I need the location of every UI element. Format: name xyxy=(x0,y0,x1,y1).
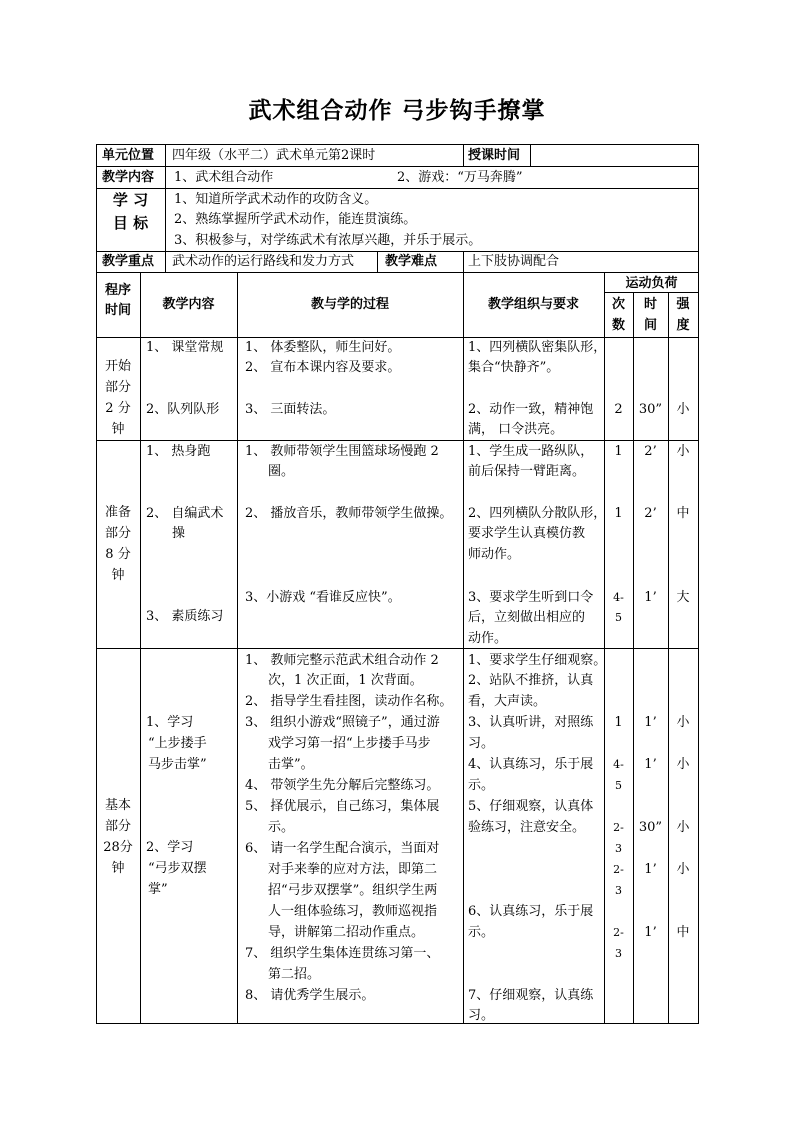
org-line: 习。 xyxy=(468,1008,495,1023)
content-item: 1、学习 xyxy=(146,715,194,730)
org-line: 1、学生成一路纵队， xyxy=(468,444,594,459)
process-item: 6、 请一名学生配合演示，当面对 xyxy=(245,841,440,856)
process-item: 戏学习第一招“上步搂手马步 xyxy=(268,736,431,751)
process-item: 1、 教师带领学生围篮球场慢跑 2 xyxy=(245,444,439,459)
org-line: 2、动作一致，精神饱 xyxy=(468,402,594,417)
process-item: 2、 播放音乐，教师带领学生做操。 xyxy=(245,506,453,521)
col-header-stage: 程序 xyxy=(104,283,131,298)
stage-basic: 28分 xyxy=(103,840,133,855)
process-item: 2、 宣布本课内容及要求。 xyxy=(245,360,401,375)
load-time: 1’ xyxy=(644,862,657,877)
content-item: 掌” xyxy=(148,882,168,897)
stage-start: 开始 xyxy=(104,359,131,374)
col-divider xyxy=(377,251,378,272)
org-line: 2、四列横队分散队形， xyxy=(468,506,607,521)
org-line: 1、要求学生仔细观察。 xyxy=(468,653,607,668)
load-count: 2- xyxy=(613,926,624,939)
process-item: 7、 组织学生集体连贯练习第一、 xyxy=(245,946,440,961)
col-header-load: 运动负荷 xyxy=(625,276,678,291)
org-line: 要求学生认真模仿教 xyxy=(468,526,586,541)
org-line: 1、四列横队密集队形， xyxy=(468,340,607,355)
content-item: 2、队列队形 xyxy=(146,402,220,417)
col-divider xyxy=(604,272,605,1024)
objectives-label: 目 标 xyxy=(112,214,149,232)
load-count: 1 xyxy=(614,506,623,521)
teaching-content-item: 2、游戏：“万马奔腾” xyxy=(397,170,523,185)
load-count: 2 xyxy=(614,402,623,417)
load-count: 5 xyxy=(615,611,622,624)
col-header-time: 间 xyxy=(643,318,657,333)
load-intensity: 中 xyxy=(676,506,690,521)
org-line: 5、仔细观察，认真体 xyxy=(468,799,594,814)
teaching-content-item: 1、武术组合动作 xyxy=(174,170,274,185)
load-time: 1’ xyxy=(644,715,657,730)
content-item: 2、 自编武术 xyxy=(146,506,224,521)
stage-basic: 钟 xyxy=(111,861,125,876)
load-count: 3 xyxy=(615,947,622,960)
col-header-organization: 教学组织与要求 xyxy=(487,297,579,312)
org-line: 验练习，注意安全。 xyxy=(468,820,586,835)
col-divider xyxy=(237,272,238,1024)
load-intensity: 中 xyxy=(676,925,690,940)
process-item: 圈。 xyxy=(268,464,295,479)
load-count: 1 xyxy=(614,444,623,459)
load-intensity: 小 xyxy=(676,757,690,772)
load-count: 4- xyxy=(613,591,624,604)
load-intensity: 小 xyxy=(676,862,690,877)
stage-start: 2 分 xyxy=(105,401,131,416)
content-item: 3、 素质练习 xyxy=(146,609,224,624)
difficulty-label: 教学难点 xyxy=(385,254,438,269)
process-item: 导，讲解第二招动作重点。 xyxy=(268,925,425,940)
load-count: 1 xyxy=(614,715,623,730)
key-point-value: 武术动作的运行路线和发力方式 xyxy=(172,254,355,269)
load-count: 3 xyxy=(615,842,622,855)
col-header-process: 教与学的过程 xyxy=(310,297,389,312)
col-divider xyxy=(463,251,464,272)
col-header-stage: 时间 xyxy=(104,303,131,318)
col-header-count: 次 xyxy=(611,297,625,312)
org-line: 前后保持一臂距离。 xyxy=(468,464,586,479)
key-point-label: 教学重点 xyxy=(102,254,155,269)
load-count: 3 xyxy=(615,884,622,897)
stage-prep: 8 分 xyxy=(105,547,131,562)
col-divider xyxy=(530,144,531,166)
process-item: 次，1 次正面，1 次背面。 xyxy=(268,673,423,688)
objective-item: 3、积极参与，对学练武术有浓厚兴趣，并乐于展示。 xyxy=(174,233,482,248)
load-time: 30” xyxy=(638,402,663,417)
process-item: 1、 教师完整示范武术组合动作 2 xyxy=(245,653,439,668)
process-item: 5、 择优展示，自己练习，集体展 xyxy=(245,799,440,814)
process-item: 4、 带领学生先分解后完整练习。 xyxy=(245,778,440,793)
process-item: 3、 三面转法。 xyxy=(245,402,336,417)
org-line: 看，大声读。 xyxy=(468,694,547,709)
process-item: 3、 组织小游戏“照镜子”，通过游 xyxy=(245,715,440,730)
load-time: 1’ xyxy=(644,757,657,772)
class-time-label: 授课时间 xyxy=(468,148,521,163)
org-line: 后，立刻做出相应的 xyxy=(468,610,586,625)
teaching-content-label: 教学内容 xyxy=(102,170,155,185)
difficulty-value: 上下肢协调配合 xyxy=(468,254,560,269)
page-title: 武术组合动作 弓步钩手撩掌 xyxy=(248,97,546,124)
org-line: 满， 口令洪亮。 xyxy=(468,422,564,437)
load-count: 2- xyxy=(613,863,624,876)
load-time: 1’ xyxy=(644,925,657,940)
load-intensity: 小 xyxy=(676,715,690,730)
org-line: 示。 xyxy=(468,925,495,940)
org-line: 7、仔细观察，认真练 xyxy=(468,988,594,1003)
org-line: 示。 xyxy=(468,778,495,793)
org-line: 习。 xyxy=(468,736,495,751)
stage-prep: 部分 xyxy=(104,526,131,541)
org-line: 动作。 xyxy=(468,631,508,646)
col-divider xyxy=(165,144,166,272)
unit-position-label: 单元位置 xyxy=(102,148,155,163)
stage-start: 钟 xyxy=(111,422,125,437)
stage-prep: 钟 xyxy=(111,568,125,583)
load-time: 2’ xyxy=(644,444,657,459)
col-header-count: 数 xyxy=(611,318,625,333)
col-divider xyxy=(140,272,141,1024)
process-item: 1、 体委整队，师生问好。 xyxy=(245,340,401,355)
load-time: 1’ xyxy=(644,590,657,605)
content-item: 2、学习 xyxy=(146,840,194,855)
col-header-intensity: 度 xyxy=(676,318,690,333)
objectives-label: 学 习 xyxy=(112,191,149,209)
org-line: 3、认真听讲，对照练 xyxy=(468,715,594,730)
objective-item: 1、知道所学武术动作的攻防含义。 xyxy=(174,192,378,207)
org-line: 4、认真练习，乐于展 xyxy=(468,757,594,772)
load-intensity: 大 xyxy=(676,590,690,605)
process-item: 招“弓步双摆掌”。组织学生两 xyxy=(268,883,438,898)
stage-basic: 部分 xyxy=(104,819,131,834)
stage-basic: 基本 xyxy=(104,798,131,813)
col-divider xyxy=(463,144,464,166)
load-intensity: 小 xyxy=(676,402,690,417)
stage-start: 部分 xyxy=(104,380,131,395)
content-item: “弓步双摆 xyxy=(148,861,207,876)
process-item: 人一组体验练习，教师巡视指 xyxy=(268,904,438,919)
col-divider xyxy=(463,272,464,1024)
content-item: 马步击掌” xyxy=(148,757,207,772)
col-header-content: 教学内容 xyxy=(162,297,215,312)
table-border-bottom xyxy=(96,1023,699,1024)
load-intensity: 小 xyxy=(676,820,690,835)
process-item: 3、小游戏 “看谁反应快”。 xyxy=(245,590,401,605)
process-item: 8、 请优秀学生展示。 xyxy=(245,988,375,1003)
load-time: 30” xyxy=(638,820,663,835)
load-intensity: 小 xyxy=(676,444,690,459)
org-line: 2、站队不推挤，认真 xyxy=(468,673,594,688)
objective-item: 2、熟练掌握所学武术动作，能连贯演练。 xyxy=(174,212,417,227)
process-item: 击掌”。 xyxy=(268,757,314,772)
load-count: 5 xyxy=(615,779,622,792)
org-line: 师动作。 xyxy=(468,547,521,562)
row-divider xyxy=(96,648,699,649)
load-count: 4- xyxy=(613,758,624,771)
process-item: 第二招。 xyxy=(268,967,321,982)
content-item: 1、 课堂常规 xyxy=(146,340,224,355)
process-item: 示。 xyxy=(268,820,295,835)
load-count: 2- xyxy=(613,821,624,834)
org-line: 6、认真练习，乐于展 xyxy=(468,904,594,919)
stage-prep: 准备 xyxy=(104,505,131,520)
org-line: 集合“快静齐”。 xyxy=(468,360,560,375)
org-line: 3、要求学生听到口令 xyxy=(468,590,594,605)
unit-position-value: 四年级（水平二）武术单元第2课时 xyxy=(172,148,376,163)
process-item: 2、 指导学生看挂图，读动作名称。 xyxy=(245,694,453,709)
content-item: “上步搂手 xyxy=(148,736,207,751)
load-time: 2’ xyxy=(644,506,657,521)
content-item: 操 xyxy=(172,526,186,541)
content-item: 1、 热身跑 xyxy=(146,444,211,459)
col-header-intensity: 强 xyxy=(676,297,690,312)
process-item: 对手来拳的应对方法，即第二 xyxy=(268,862,438,877)
col-header-time: 时 xyxy=(643,297,657,312)
